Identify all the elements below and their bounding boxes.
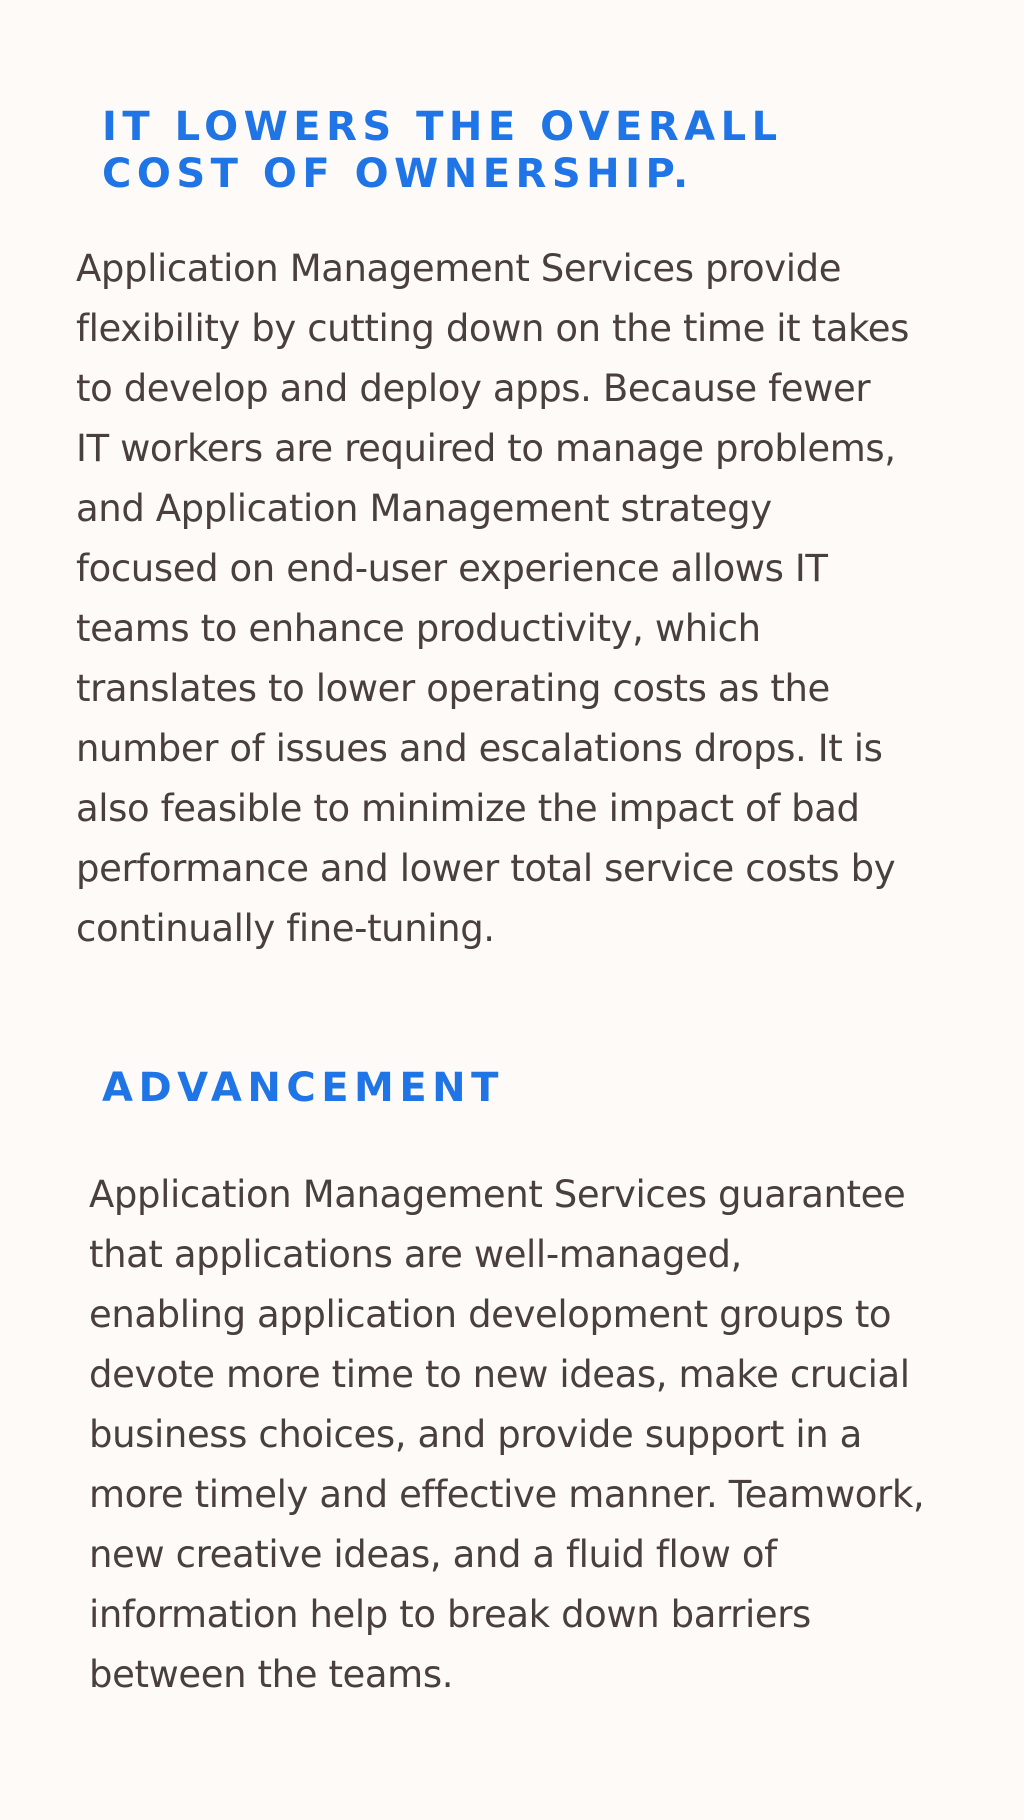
body-line: new creative ideas, and a fluid flow of	[89, 1533, 777, 1576]
body-line: teams to enhance productivity, which	[76, 607, 761, 650]
body-line: business choices, and provide support in a	[89, 1413, 862, 1456]
section-heading-advancement: ADVANCEMENT	[102, 1065, 504, 1111]
body-line: number of issues and escalations drops. It is	[76, 727, 883, 770]
body-line: that applications are well-managed,	[89, 1233, 742, 1276]
body-line: also feasible to minimize the impact of bad	[76, 787, 860, 830]
body-line: enabling application development groups to	[89, 1293, 892, 1336]
body-line: more timely and effective manner. Teamwork,	[89, 1473, 925, 1516]
body-line: continually fine-tuning.	[76, 907, 495, 950]
section-body-advancement	[89, 1165, 969, 1705]
body-line: IT workers are required to manage problems,	[76, 427, 896, 470]
body-line: performance and lower total service costs by	[76, 847, 896, 890]
body-line: flexibility by cutting down on the time it takes	[76, 307, 909, 350]
body-line: Application Management Services provide	[76, 247, 842, 290]
body-line: between the teams.	[89, 1653, 454, 1696]
body-line: Application Management Services guarantee	[89, 1173, 906, 1216]
section-body-cost-of-ownership	[76, 239, 956, 959]
body-line: information help to break down barriers	[89, 1593, 811, 1636]
body-line: devote more time to new ideas, make crucial	[89, 1353, 910, 1396]
section-heading-cost-of-ownership: IT LOWERS THE OVERALL COST OF OWNERSHIP.	[102, 104, 783, 197]
body-line: to develop and deploy apps. Because fewer	[76, 367, 871, 410]
body-line: focused on end-user experience allows IT	[76, 547, 828, 590]
body-line: translates to lower operating costs as the	[76, 667, 830, 710]
body-line: and Application Management strategy	[76, 487, 772, 530]
